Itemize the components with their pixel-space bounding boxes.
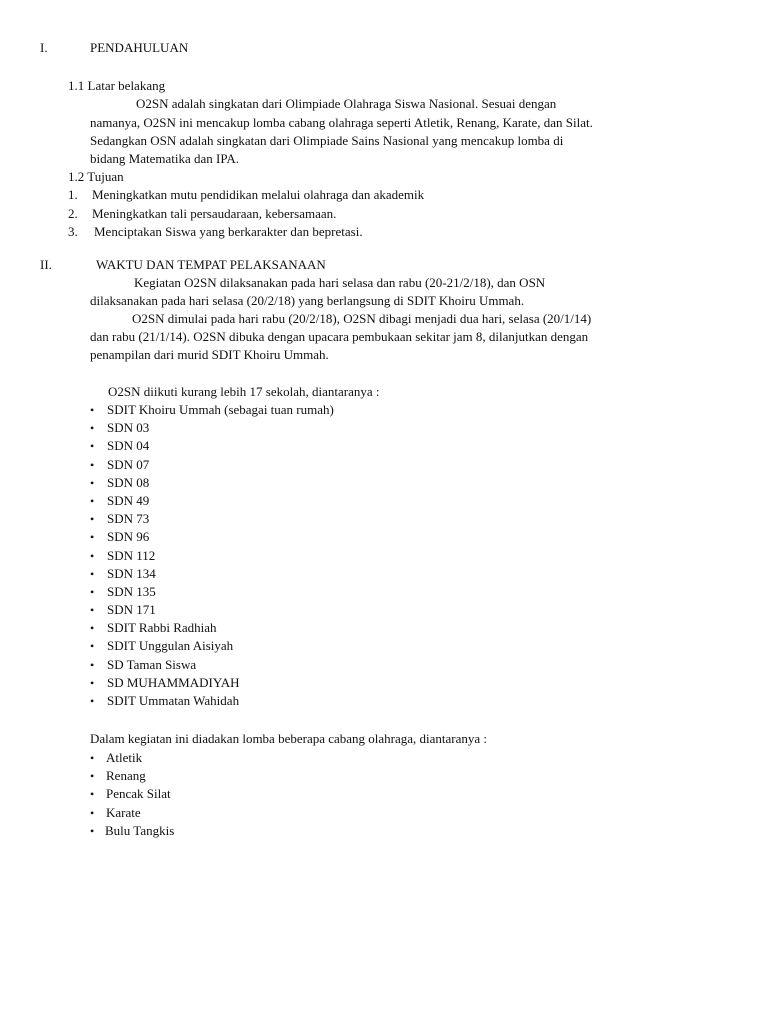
school-name: SDN 03 <box>107 420 150 436</box>
schedule-paragraph-line: dilaksanakan pada hari selasa (20/2/18) yang berlangsung di SDIT Khoiru Ummah. <box>90 293 525 308</box>
bullet-icon: • <box>90 769 95 784</box>
school-name: SDN 171 <box>107 602 156 618</box>
bullet-icon: • <box>90 530 95 545</box>
school-name: SDIT Khoiru Ummah (sebagai tuan rumah) <box>107 402 334 417</box>
background-paragraph-line: O2SN adalah singkatan dari Olimpiade Olahraga Siswa Nasional. Sesuai dengan <box>136 96 557 111</box>
school-name: SD Taman Siswa <box>107 656 197 672</box>
school-name: SDN 73 <box>107 511 150 527</box>
bullet-icon: • <box>90 512 95 527</box>
bullet-icon: • <box>90 584 95 599</box>
bullet-icon: • <box>90 421 95 436</box>
school-name: SDN 134 <box>107 565 156 581</box>
schedule-paragraph-line: O2SN dimulai pada hari rabu (20/2/18), O2SN dibagi menjadi dua hari, selasa (20/1/14) <box>132 311 592 326</box>
bullet-icon: • <box>90 621 95 636</box>
bullet-icon: • <box>90 751 95 765</box>
section-1-number: I. <box>40 40 48 55</box>
bullet-icon: • <box>90 675 95 690</box>
bullet-icon: • <box>90 475 95 490</box>
bullet-icon: • <box>90 566 95 581</box>
background-paragraph-line: Sedangkan OSN adalah singkatan dari Olimpiade Sains Nasional yang mencakup lomba di <box>90 133 564 148</box>
school-name: SDIT Rabbi Radhiah <box>107 620 217 636</box>
school-name: SDN 112 <box>107 547 156 563</box>
bullet-icon: • <box>90 657 95 672</box>
school-name: SDN 07 <box>107 456 150 472</box>
school-name: SDN 96 <box>107 529 150 545</box>
school-name: SDN 04 <box>107 438 150 454</box>
schedule-paragraph-line: Kegiatan O2SN dilaksanakan pada hari selasa dan rabu (20-21/2/18), dan OSN <box>134 275 546 290</box>
schedule-paragraph-line: penampilan dari murid SDIT Khoiru Ummah. <box>90 347 329 362</box>
goal-number: 1. <box>68 187 78 202</box>
bullet-icon: • <box>90 694 95 708</box>
schedule-paragraph-line: dan rabu (21/1/14). O2SN dibuka dengan upacara pembukaan sekitar jam 8, dilanjutkan dengan <box>90 329 589 344</box>
sport-name: Karate <box>106 804 141 820</box>
goal-text: Menciptakan Siswa yang berkarakter dan bepretasi. <box>94 224 363 239</box>
background-paragraph-line: bidang Matematika dan IPA. <box>90 151 239 166</box>
school-name: SDN 135 <box>107 583 156 599</box>
bullet-icon: • <box>90 439 95 454</box>
goal-text: Meningkatkan mutu pendidikan melalui olahraga dan akademik <box>92 187 425 202</box>
section-1-title: PENDAHULUAN <box>90 40 189 55</box>
bullet-icon: • <box>90 493 95 508</box>
goal-number: 2. <box>68 206 78 221</box>
sport-name: Bulu Tangkis <box>105 822 175 838</box>
section-2-title: WAKTU DAN TEMPAT PELAKSANAAN <box>96 257 326 272</box>
bullet-icon: • <box>90 823 95 838</box>
bullet-icon: • <box>90 639 95 654</box>
bullet-icon: • <box>90 403 95 417</box>
school-name: SDN 49 <box>107 492 150 508</box>
bullet-icon: • <box>90 548 95 563</box>
sports-intro: Dalam kegiatan ini diadakan lomba beberapa cabang olahraga, diantaranya : <box>90 731 488 746</box>
schools-intro: O2SN diikuti kurang lebih 17 sekolah, diantaranya : <box>108 384 380 399</box>
bullet-icon: • <box>90 787 95 802</box>
goal-text: Meningkatkan tali persaudaraan, kebersamaan. <box>92 206 337 221</box>
subsection-1-1-heading: 1.1 Latar belakang <box>68 78 166 93</box>
school-name: SDN 08 <box>107 474 150 490</box>
section-2-number: II. <box>40 257 52 272</box>
bullet-icon: • <box>90 603 95 618</box>
bullet-icon: • <box>90 457 95 472</box>
background-paragraph-line: namanya, O2SN ini mencakup lomba cabang olahraga seperti Atletik, Renang, Karate, dan Silat. <box>90 115 593 130</box>
sport-name: Pencak Silat <box>106 786 171 802</box>
sport-name: Atletik <box>106 750 143 765</box>
goal-number: 3. <box>68 224 78 239</box>
school-name: SDIT Unggulan Aisiyah <box>107 638 234 654</box>
school-name: SDIT Ummatan Wahidah <box>107 693 240 708</box>
school-name: SD MUHAMMADIYAH <box>107 674 240 690</box>
sport-name: Renang <box>106 768 146 784</box>
subsection-1-2-heading: 1.2 Tujuan <box>68 169 124 184</box>
bullet-icon: • <box>90 805 95 820</box>
